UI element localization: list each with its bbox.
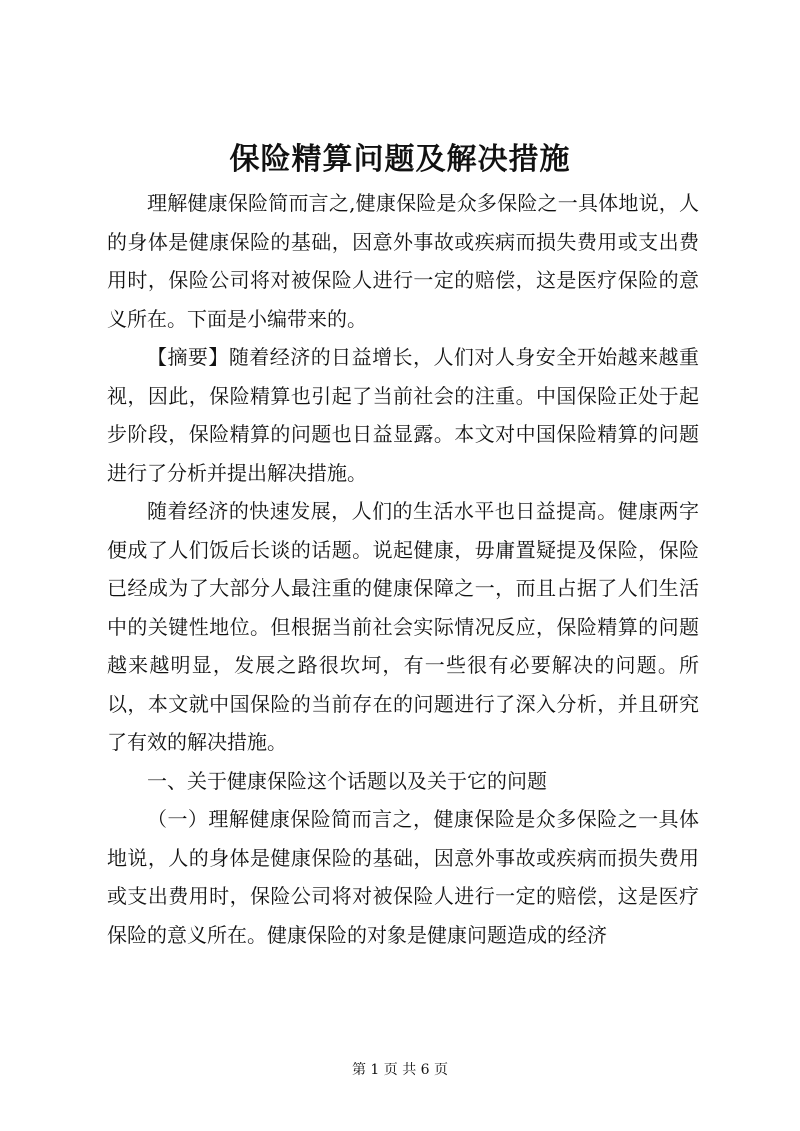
document-body: [107, 184, 699, 954]
paragraph-abstract: 【摘要】随着经济的日益增长，人们对人身安全开始越来越重视，因此，保险精算也引起了当前社会的注重。中国保险正处于起步阶段，保险精算的问题也日益显露。本文对中国保险精算的问题进行了分析并提出解决措施。: [107, 345, 699, 485]
paragraph-background: 随着经济的快速发展，人们的生活水平也日益提高。健康两字便成了人们饭后长谈的话题。说起健康，毋庸置疑提及保险，保险已经成为了大部分人最注重的健康保障之一，而且占据了人们生活中的关键性地位。但根据当前社会实际情况反应，保险精算的问题越来越明显，发展之路很坎坷，有一些很有必要解决的问题。所以，本文就中国保险的当前存在的问题进行了深入分析，并且研究了有效的解决措施。: [107, 499, 699, 754]
paragraph-intro: 理解健康保险简而言之,健康保险是众多保险之一具体地说，人的身体是健康保险的基础，因意外事故或疾病而损失费用或支出费用时，保险公司将对被保险人进行一定的赔偿，这是医疗保险的意义所在。下面是小编带来的。: [107, 191, 699, 331]
section-heading-1: 一、关于健康保险这个话题以及关于它的问题: [147, 768, 547, 793]
paragraph-subsection-1: （一）理解健康保险简而言之，健康保险是众多保险之一具体地说，人的身体是健康保险的基础，因意外事故或疾病而损失费用或支出费用时，保险公司将对被保险人进行一定的赔偿，这是医疗保险的意义所在。健康保险的对象是健康问题造成的经济: [107, 807, 699, 947]
document-title: 保险精算问题及解决措施: [229, 142, 571, 177]
page-footer: 第 1 页 共 6 页: [351, 1062, 449, 1078]
